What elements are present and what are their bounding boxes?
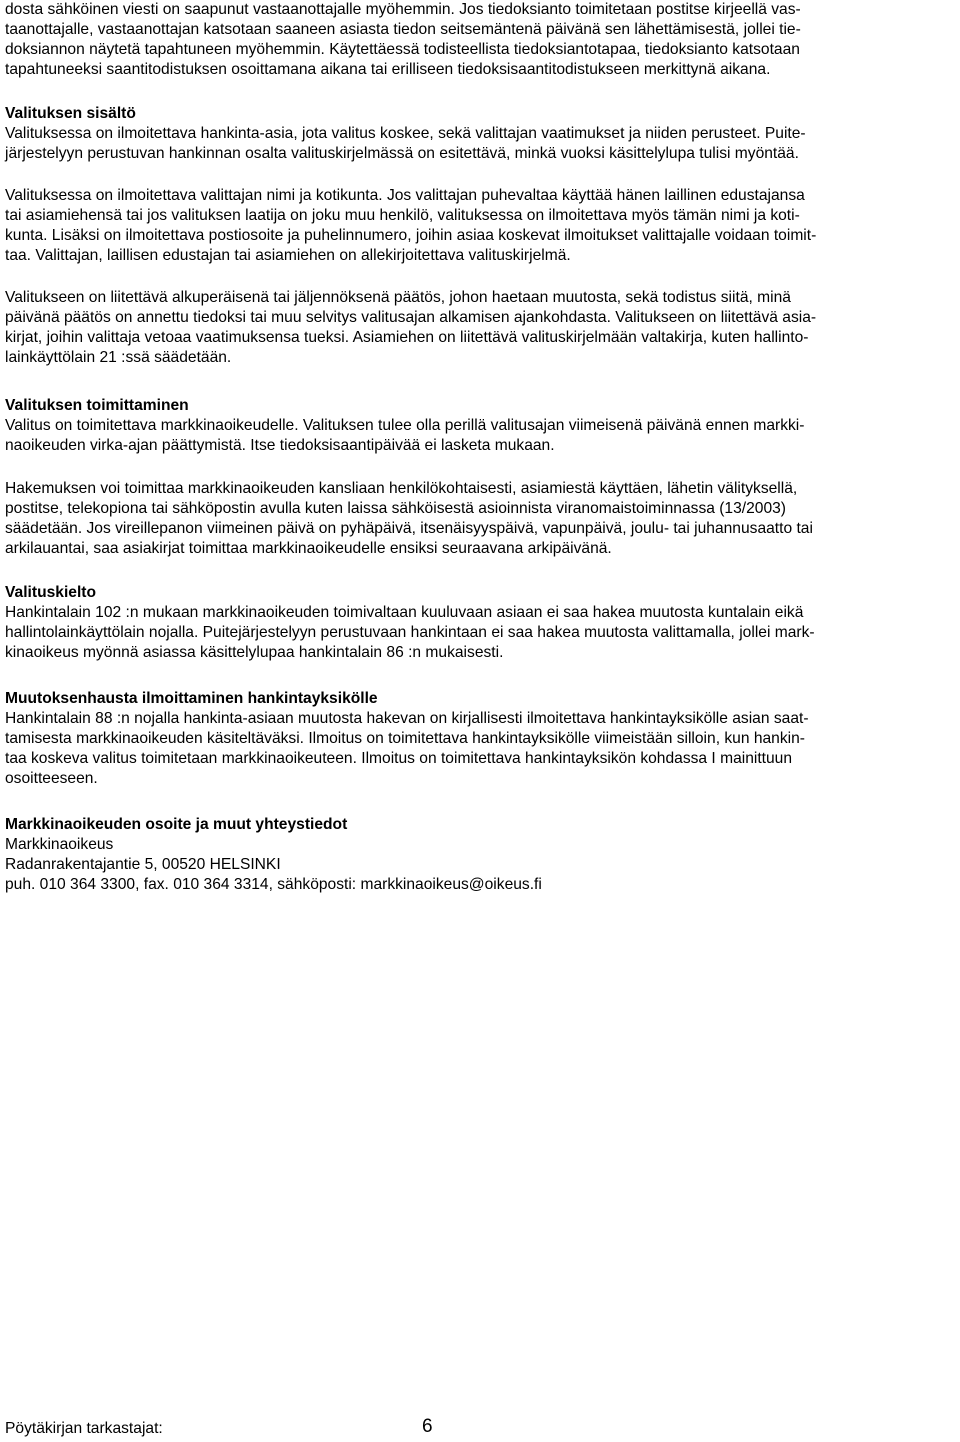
contact-address: Radanrakentajantie 5, 00520 HELSINKI <box>5 856 281 873</box>
text-line: lainkäyttölain 21 :ssä säädetään. <box>5 349 232 366</box>
section-valituskielto <box>5 583 815 663</box>
section-heading: Markkinaoikeuden osoite ja muut yhteystiedot <box>5 816 348 833</box>
section-muutoksenhausta-ilmoittaminen <box>5 689 809 789</box>
footer-label: Pöytäkirjan tarkastajat: <box>5 1420 163 1437</box>
text-line: naoikeuden virka-ajan päättymistä. Itse tiedoksisaantipäivää ei lasketa mukaan. <box>5 437 555 454</box>
text-line: Valitukseen on liitettävä alkuperäisenä tai jäljennöksenä päätös, johon haetaan muutosta, sekä todistus siitä, minä <box>5 289 791 306</box>
page-footer <box>5 1408 957 1442</box>
paragraph-hakemus <box>5 479 813 559</box>
section-heading: Valituksen toimittaminen <box>5 397 189 414</box>
intro-paragraph <box>5 0 801 80</box>
contact-phone-email: puh. 010 364 3300, fax. 010 364 3314, sähköposti: markkinaoikeus@oikeus.fi <box>5 876 542 893</box>
page-number: 6 <box>422 1416 433 1437</box>
text-line: arkilauantai, saa asiakirjat toimittaa markkinaoikeudelle ensiksi seuraavana arkipäivänä. <box>5 540 612 557</box>
paragraph-valittajan-nimi <box>5 186 816 266</box>
section-heading: Valituksen sisältö <box>5 105 136 122</box>
section-heading: Muutoksenhausta ilmoittaminen hankintayksikölle <box>5 690 378 707</box>
text-line: doksiannon näytetä tapahtuneen myöhemmin. Käytettäessä todisteellista tiedoksiantotapaa, tiedoksianto katsotaan <box>5 41 800 58</box>
text-line: Valitus on toimitettava markkinaoikeudelle. Valituksen tulee olla perillä valitusajan viimeisenä päivänä ennen markki- <box>5 417 805 434</box>
text-line: kinaoikeus myönnä asiassa käsittelylupaa hankintalain 86 :n mukaisesti. <box>5 644 504 661</box>
text-line: taanottajalle, vastaanottajan katsotaan saaneen asiasta tiedon seitsemäntenä päivänä sen lähettämisestä, jollei tie- <box>5 21 801 38</box>
text-line: postitse, telekopiona tai sähköpostin avulla kuten laissa sähköisestä asioinnista viranomaistoiminnassa (13/2003) <box>5 500 786 517</box>
text-line: tamisesta markkinaoikeuden käsiteltäväksi. Ilmoitus on toimitettava hankintayksikölle viimeistään silloin, kun hankin- <box>5 730 805 747</box>
text-line: osoitteeseen. <box>5 770 98 787</box>
text-line: Valituksessa on ilmoitettava valittajan nimi ja kotikunta. Jos valittajan puhevaltaa käyttää hänen laillinen edustajansa <box>5 187 805 204</box>
text-line: Hankintalain 88 :n nojalla hankinta-asiaan muutosta hakevan on kirjallisesti ilmoitettava hankintayksikölle asian saat- <box>5 710 809 727</box>
section-valituksen-toimittaminen <box>5 396 804 456</box>
text-line: Hankintalain 102 :n mukaan markkinaoikeuden toimivaltaan kuuluvaan asiaan ei saa hakea muutosta kuntalain eikä <box>5 604 804 621</box>
text-line: säädetään. Jos vireillepanon viimeinen päivä on pyhäpäivä, itsenäisyyspäivä, vapunpäivä, joulu- tai juhannusaatto tai <box>5 520 813 537</box>
contact-name: Markkinaoikeus <box>5 836 114 853</box>
text-line: kirjat, joihin valittaja vetoaa vaatimuksensa tueksi. Asiamiehen on liitettävä valituskirjelmään valtakirja, kuten hallinto- <box>5 329 809 346</box>
text-line: tapahtuneeksi saantitodistuksen osoittamana aikana tai erilliseen tiedoksisaantitodistukseen merkittynä aikana. <box>5 61 771 78</box>
text-line: kunta. Lisäksi on ilmoitettava postiosoite ja puhelinnumero, joihin asiaa koskevat ilmoitukset valittajalle voidaan toimit- <box>5 227 817 244</box>
section-heading: Valituskielto <box>5 584 96 601</box>
text-line: taa koskeva valitus toimitetaan markkinaoikeuteen. Ilmoitus on toimitettava hankintayksikön kohdassa I mainittuun <box>5 750 793 767</box>
text-line: tai asiamiehensä tai jos valituksen laatija on joku muu henkilö, valituksessa on ilmoitettava myös tämän nimi ja koti- <box>5 207 800 224</box>
text-line: Valituksessa on ilmoitettava hankinta-asia, jota valitus koskee, sekä valittajan vaatimukset ja niiden perusteet. Puite- <box>5 125 806 142</box>
section-markkinaoikeuden-osoite <box>5 815 542 895</box>
paragraph-liitteet <box>5 288 816 368</box>
text-line: Hakemuksen voi toimittaa markkinaoikeuden kansliaan henkilökohtaisesti, asiamiestä käyttäen, lähetin välityksellä, <box>5 480 798 497</box>
text-line: järjestelyyn perustuvan hankinnan osalta valituskirjelmässä on esitettävä, minkä vuoksi käsittelylupa tulisi myöntää. <box>5 145 799 162</box>
section-valituksen-sisalto <box>5 104 806 164</box>
text-line: taa. Valittajan, laillisen edustajan tai asiamiehen on allekirjoitettava valituskirjelmä. <box>5 247 571 264</box>
text-line: päivänä päätös on annettu tiedoksi tai muu selvitys valitusajan alkamisen ajankohdasta. Valitukseen on liitettävä asia- <box>5 309 817 326</box>
text-line: hallintolainkäyttölain nojalla. Puitejärjestelyyn perustuvaan hankintaan ei saa hakea muutosta valittamalla, jollei mark- <box>5 624 815 641</box>
text-line: dosta sähköinen viesti on saapunut vastaanottajalle myöhemmin. Jos tiedoksianto toimitetaan postitse kirjeellä vas- <box>5 1 801 18</box>
